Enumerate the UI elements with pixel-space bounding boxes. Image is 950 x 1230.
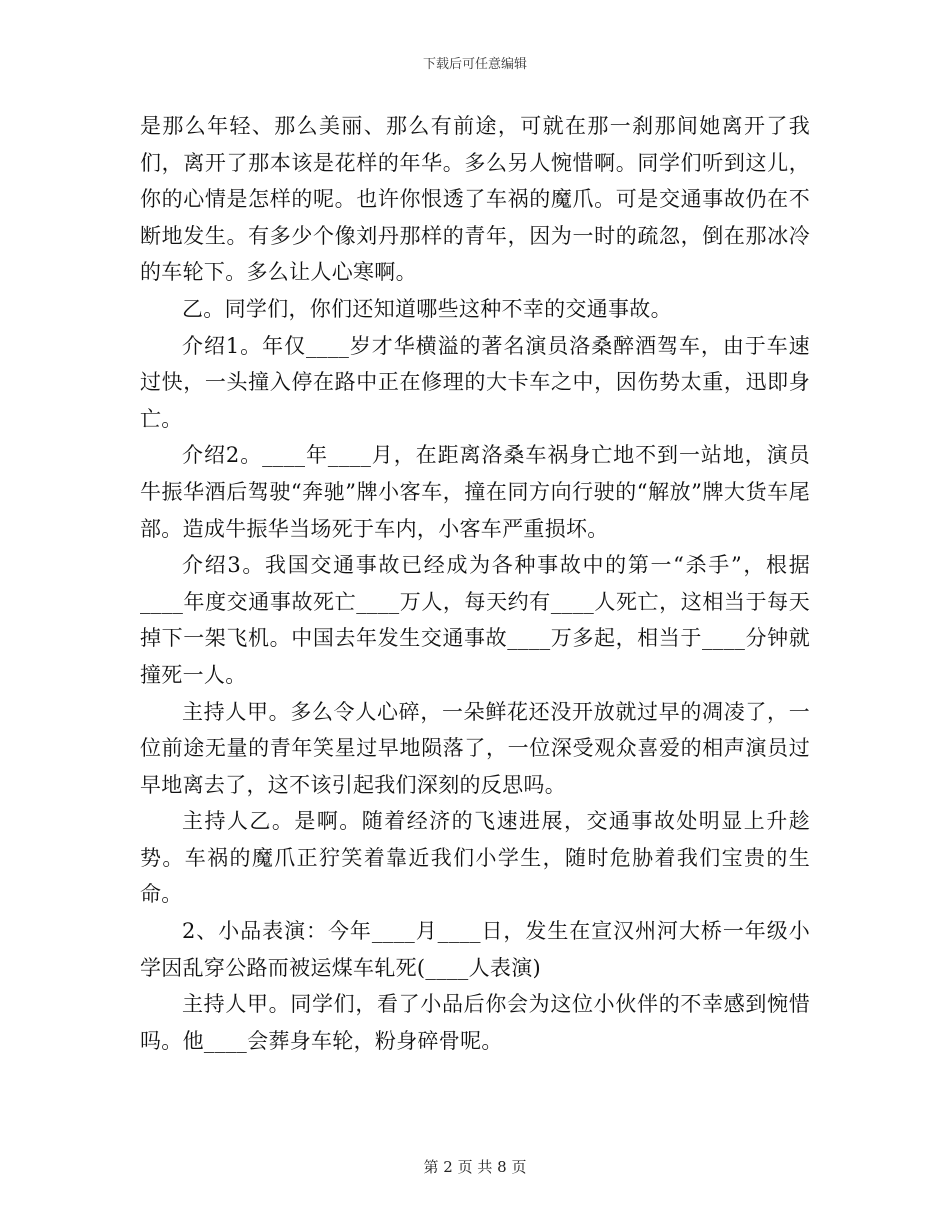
paragraph-5: 介绍3。我国交通事故已经成为各种事故中的第一“杀手”，根据____年度交通事故死亡____万人，每天约有____人死亡，这相当于每天掉下一架飞机。中国去年发生交通事故____万多起，相当于____分钟就撞死一人。 (140, 553, 810, 687)
paragraph-6: 主持人甲。多么令人心碎，一朵鲜花还没开放就过早的凋凌了，一位前途无量的青年笑星过早地陨落了，一位深受观众喜爱的相声演员过早地离去了，这不该引起我们深刻的反思吗。 (140, 699, 810, 797)
document-body (140, 108, 810, 1059)
page-header: 下载后可任意编辑 (422, 57, 527, 72)
paragraph-2: 乙。同学们，你们还知道哪些这种不幸的交通事故。 (182, 296, 672, 321)
paragraph-8: 2、小品表演：今年____月____日，发生在宣汉州河大桥一年级小学因乱穿公路而被运煤车轧死(____人表演) (140, 919, 810, 980)
paragraph-3: 介绍1。年仅____岁才华横溢的著名演员洛桑醉酒驾车，由于车速过快，一头撞入停在路中正在修理的大卡车之中，因伤势太重，迅即身亡。 (140, 333, 810, 431)
paragraph-4: 介绍2。____年____月，在距离洛桑车祸身亡地不到一站地，演员牛振华酒后驾驶“奔驰”牌小客车，撞在同方向行驶的“解放”牌大货车尾部。造成牛振华当场死于车内，小客车严重损坏。 (140, 443, 810, 541)
paragraph-1: 是那么年轻、那么美丽、那么有前途，可就在那一刹那间她离开了我们，离开了那本该是花样的年华。多么另人惋惜啊。同学们听到这儿，你的心情是怎样的呢。也许你恨透了车祸的魔爪。可是交通事故仍在不断地发生。有多少个像刘丹那样的青年，因为一时的疏忽，倒在那冰冷的车轮下。多么让人心寒啊。 (140, 114, 810, 285)
page-number: 第 2 页 共 8 页 (423, 1158, 527, 1176)
paragraph-7: 主持人乙。是啊。随着经济的飞速进展，交通事故处明显上升趁势。车祸的魔爪正狞笑着靠近我们小学生，随时危胁着我们宝贵的生命。 (140, 809, 810, 907)
paragraph-9: 主持人甲。同学们，看了小品后你会为这位小伙伴的不幸感到惋惜吗。他____会葬身车轮，粉身碎骨呢。 (140, 992, 810, 1053)
